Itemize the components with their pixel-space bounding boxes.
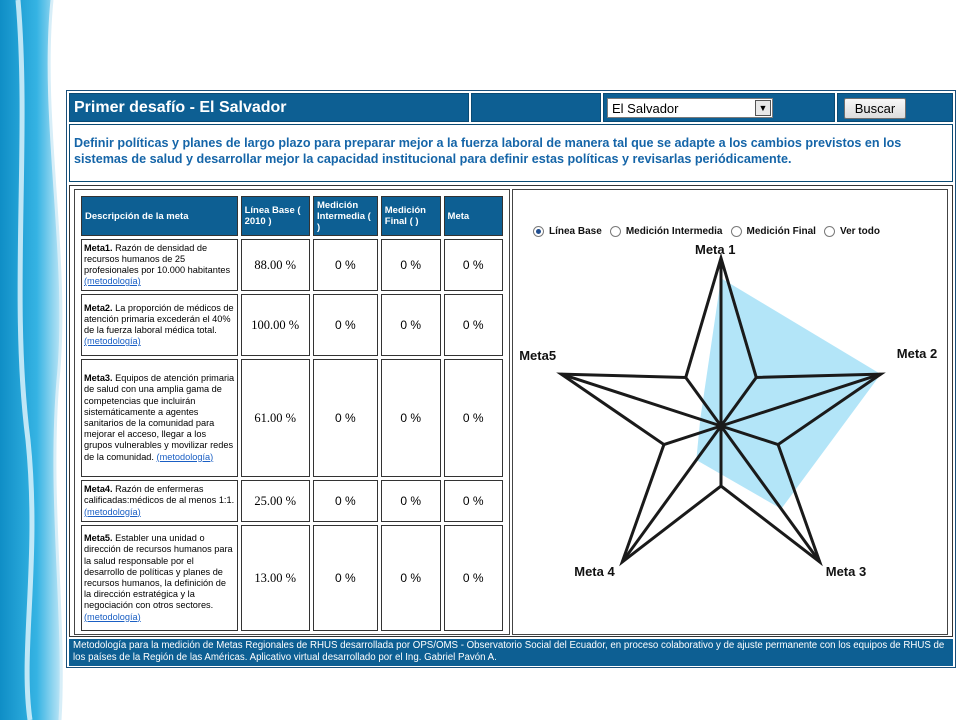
goal-label: Meta3. bbox=[84, 373, 113, 384]
axis-label: Meta5 bbox=[519, 348, 557, 364]
col-header-intermediate: Medición Intermedia ( ) bbox=[313, 196, 378, 236]
header-button-cell bbox=[837, 93, 953, 122]
final-value: 0 % bbox=[381, 239, 441, 291]
intermediate-value: 0 % bbox=[313, 294, 378, 356]
col-header-final: Medición Final ( ) bbox=[381, 196, 441, 236]
header-spacer-cell bbox=[471, 93, 601, 122]
final-value: 0 % bbox=[381, 359, 441, 477]
country-select[interactable] bbox=[607, 98, 773, 118]
goals-table-container bbox=[74, 189, 510, 635]
goal-text: Equipos de atención primaria de salud con una amplia gama de competencias que incluirán sistemáticamente a agentes sanitarios de la comunidad para mejorar el acceso, llegar a los grupos vulnerables y movilizar redes de la comunidad. bbox=[84, 373, 235, 462]
radar-chart-container bbox=[512, 189, 948, 635]
baseline-value: 100.00 % bbox=[241, 294, 310, 356]
table-row bbox=[81, 239, 503, 291]
methodology-link[interactable]: (metodología) bbox=[84, 611, 141, 622]
final-value: 0 % bbox=[381, 525, 441, 631]
table-header-row bbox=[81, 196, 503, 236]
axis-label: Meta 4 bbox=[574, 563, 615, 579]
methodology-link[interactable]: (metodología) bbox=[84, 336, 141, 347]
axis-label: Meta 2 bbox=[896, 346, 938, 362]
footer-credits: Metodología para la medición de Metas Regionales de RHUS desarrollada por OPS/OMS - Observatorio Social del Ecuador, en proceso colaborativo y de ajuste permanente con los equipos de RHUS de los países de la Región de las Américas. Aplicativo virtual desarrollado por el Ing. Gabriel Pavón A. bbox=[69, 639, 953, 666]
challenge-panel bbox=[66, 90, 956, 668]
table-row bbox=[81, 294, 503, 356]
baseline-value: 13.00 % bbox=[241, 525, 310, 631]
goal-text: Razón de densidad de recursos humanos de 25 profesionales por 10.000 habitantes bbox=[84, 242, 231, 275]
goal-value: 0 % bbox=[444, 525, 503, 631]
col-header-goal: Meta bbox=[444, 196, 503, 236]
chevron-down-icon[interactable]: ▼ bbox=[755, 100, 771, 116]
final-value: 0 % bbox=[381, 294, 441, 356]
table-row bbox=[81, 359, 503, 477]
axis-label: Meta 1 bbox=[695, 242, 736, 257]
methodology-link[interactable]: (metodología) bbox=[84, 506, 141, 517]
col-header-baseline: Línea Base ( 2010 ) bbox=[241, 196, 310, 236]
goal-text: Razón de enfermeras calificadas:médicos de al menos 1:1. bbox=[84, 484, 235, 506]
header-title-cell bbox=[69, 93, 469, 122]
axis-label: Meta 3 bbox=[825, 563, 867, 579]
search-button[interactable]: Buscar bbox=[844, 98, 906, 119]
axis-spoke bbox=[561, 374, 721, 426]
goals-table bbox=[78, 193, 506, 634]
option-label: Medición Final bbox=[746, 226, 816, 237]
goal-description bbox=[81, 239, 238, 291]
goal-description bbox=[81, 525, 238, 631]
background-swoosh bbox=[0, 0, 75, 720]
option-label: Medición Intermedia bbox=[625, 226, 723, 237]
goal-label: Meta5. bbox=[84, 533, 113, 544]
methodology-link[interactable]: (metodología) bbox=[156, 451, 214, 462]
col-header-description: Descripción de la meta bbox=[81, 196, 238, 236]
goal-value: 0 % bbox=[444, 359, 503, 477]
axis-spoke bbox=[622, 426, 721, 562]
intermediate-value: 0 % bbox=[313, 525, 378, 631]
content-area bbox=[69, 185, 953, 637]
methodology-link[interactable]: (metodología) bbox=[84, 276, 141, 287]
radar-chart bbox=[513, 190, 949, 636]
goal-text: Establer una unidad o dirección de recursos humanos para la salud responsable por el desarrollo de políticas y planes de recursos humanos, la definición de la dirección estratégica y la negociación con otros sectores. bbox=[84, 533, 233, 611]
country-select-value: El Salvador bbox=[612, 101, 679, 116]
goal-value: 0 % bbox=[444, 480, 503, 522]
goal-label: Meta4. bbox=[84, 484, 113, 495]
goal-label: Meta2. bbox=[84, 302, 113, 313]
challenge-description: Definir políticas y planes de largo plazo para preparar mejor a la fuerza laboral de manera tal que se adapte a los cambios previstos en los sistemas de salud y desarrollar mejor la capacidad institucional para definir estas políticas y revisarlas periódicamente. bbox=[69, 124, 953, 182]
option-label: Línea Base bbox=[549, 226, 602, 237]
intermediate-value: 0 % bbox=[313, 480, 378, 522]
goal-label: Meta1. bbox=[84, 242, 113, 253]
goal-value: 0 % bbox=[444, 239, 503, 291]
final-value: 0 % bbox=[381, 480, 441, 522]
table-row bbox=[81, 480, 503, 522]
table-row bbox=[81, 525, 503, 631]
goal-value: 0 % bbox=[444, 294, 503, 356]
center-point bbox=[718, 423, 724, 429]
baseline-value: 61.00 % bbox=[241, 359, 310, 477]
page-title: Primer desafío - El Salvador bbox=[74, 99, 287, 116]
goal-description bbox=[81, 294, 238, 356]
intermediate-value: 0 % bbox=[313, 359, 378, 477]
goal-description bbox=[81, 480, 238, 522]
intermediate-value: 0 % bbox=[313, 239, 378, 291]
goal-text: La proporción de médicos de atención primaria excederán el 40% de la fuerza laboral médica total. bbox=[84, 302, 234, 335]
baseline-value: 88.00 % bbox=[241, 239, 310, 291]
goal-description bbox=[81, 359, 238, 477]
baseline-value: 25.00 % bbox=[241, 480, 310, 522]
option-label: Ver todo bbox=[839, 226, 880, 237]
header-select-cell bbox=[603, 93, 835, 122]
